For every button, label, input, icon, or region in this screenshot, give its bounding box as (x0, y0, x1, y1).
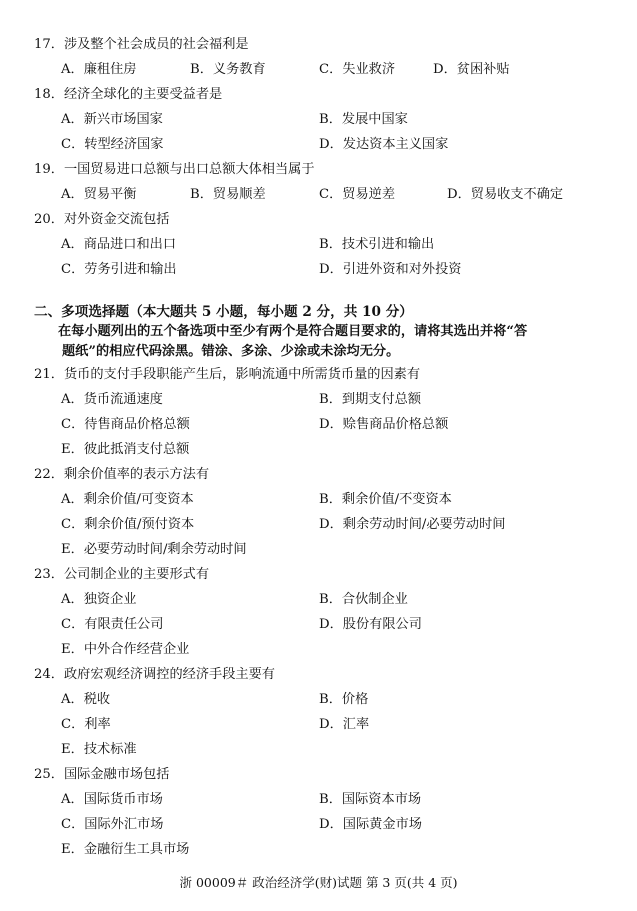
question-17-stem: 17．涉及整个社会成员的社会福利是 (34, 37, 249, 52)
question-24-option-e: E．技术标准 (61, 742, 137, 757)
question-22-option-a: A．剩余价值/可变资本 (61, 492, 194, 507)
question-19-option-b: B．贸易顺差 (190, 187, 266, 202)
question-23-option-d: D．股份有限公司 (319, 617, 422, 632)
question-19-option-a: A．贸易平衡 (61, 187, 137, 202)
question-21-option-c: C．待售商品价格总额 (61, 417, 190, 432)
section-2-instructions-line-2: 题纸”的相应代码涂黑。错涂、多涂、少涂或未涂均无分。 (62, 344, 400, 359)
question-20-option-a: A．商品进口和出口 (61, 237, 177, 252)
question-21-option-d: D．赊售商品价格总额 (319, 417, 449, 432)
question-24-option-d: D．汇率 (319, 717, 370, 732)
question-24-option-b: B．价格 (319, 692, 369, 707)
question-25-option-a: A．国际货币市场 (61, 792, 163, 807)
question-25-option-c: C．国际外汇市场 (61, 817, 164, 832)
page-footer: 浙 00009＃ 政治经济学(财)试题 第 3 页(共 4 页) (179, 875, 458, 890)
question-22-option-b: B．剩余价值/不变资本 (319, 492, 452, 507)
question-18-option-b: B．发展中国家 (319, 112, 408, 127)
question-24-option-c: C．利率 (61, 717, 111, 732)
question-25-stem: 25．国际金融市场包括 (34, 767, 170, 782)
question-19-option-d: D．贸易收支不确定 (447, 187, 564, 202)
question-22-stem: 22．剩余价值率的表示方法有 (34, 467, 210, 482)
question-18-option-a: A．新兴市场国家 (61, 112, 163, 127)
question-20-option-c: C．劳务引进和输出 (61, 262, 177, 277)
question-22-option-c: C．剩余价值/预付资本 (61, 517, 195, 532)
question-18-option-d: D．发达资本主义国家 (319, 137, 449, 152)
question-21-option-a: A．货币流通速度 (61, 392, 163, 407)
question-18-stem: 18．经济全球化的主要受益者是 (34, 87, 223, 102)
question-25-option-d: D．国际黄金市场 (319, 817, 422, 832)
question-21-option-e: E．彼此抵消支付总额 (61, 442, 190, 457)
question-17-option-c: C．失业救济 (319, 62, 396, 77)
question-24-stem: 24．政府宏观经济调控的经济手段主要有 (34, 667, 275, 682)
question-23-option-b: B．合伙制企业 (319, 592, 408, 607)
question-19-option-c: C．贸易逆差 (319, 187, 396, 202)
question-23-option-c: C．有限责任公司 (61, 617, 164, 632)
question-22-option-d: D．剩余劳动时间/必要劳动时间 (319, 517, 506, 532)
question-19-stem: 19．一国贸易进口总额与出口总额大体相当属于 (34, 162, 315, 177)
question-17-option-b: B．义务教育 (190, 62, 266, 77)
section-2-instructions-line-1: 在每小题列出的五个备选项中至少有两个是符合题目要求的，请将其选出并将“答 (58, 324, 528, 339)
question-23-option-a: A．独资企业 (61, 592, 137, 607)
question-25-option-e: E．金融衍生工具市场 (61, 842, 190, 857)
question-22-option-e: E．必要劳动时间/剩余劳动时间 (61, 542, 247, 557)
question-18-option-c: C．转型经济国家 (61, 137, 164, 152)
question-20-stem: 20．对外资金交流包括 (34, 212, 170, 227)
question-20-option-d: D．引进外资和对外投资 (319, 262, 462, 277)
question-25-option-b: B．国际资本市场 (319, 792, 422, 807)
question-20-option-b: B．技术引进和输出 (319, 237, 435, 252)
question-21-stem: 21．货币的支付手段职能产生后，影响流通中所需货币量的因素有 (34, 367, 421, 382)
question-17-option-a: A．廉租住房 (61, 62, 137, 77)
section-2-title: 二、多项选择题（本大题共 5 小题，每小题 2 分，共 10 分） (34, 304, 413, 320)
question-21-option-b: B．到期支付总额 (319, 392, 422, 407)
question-24-option-a: A．税收 (61, 692, 111, 707)
question-17-option-d: D．贫困补贴 (433, 62, 510, 77)
question-23-stem: 23．公司制企业的主要形式有 (34, 567, 210, 582)
question-23-option-e: E．中外合作经营企业 (61, 642, 190, 657)
